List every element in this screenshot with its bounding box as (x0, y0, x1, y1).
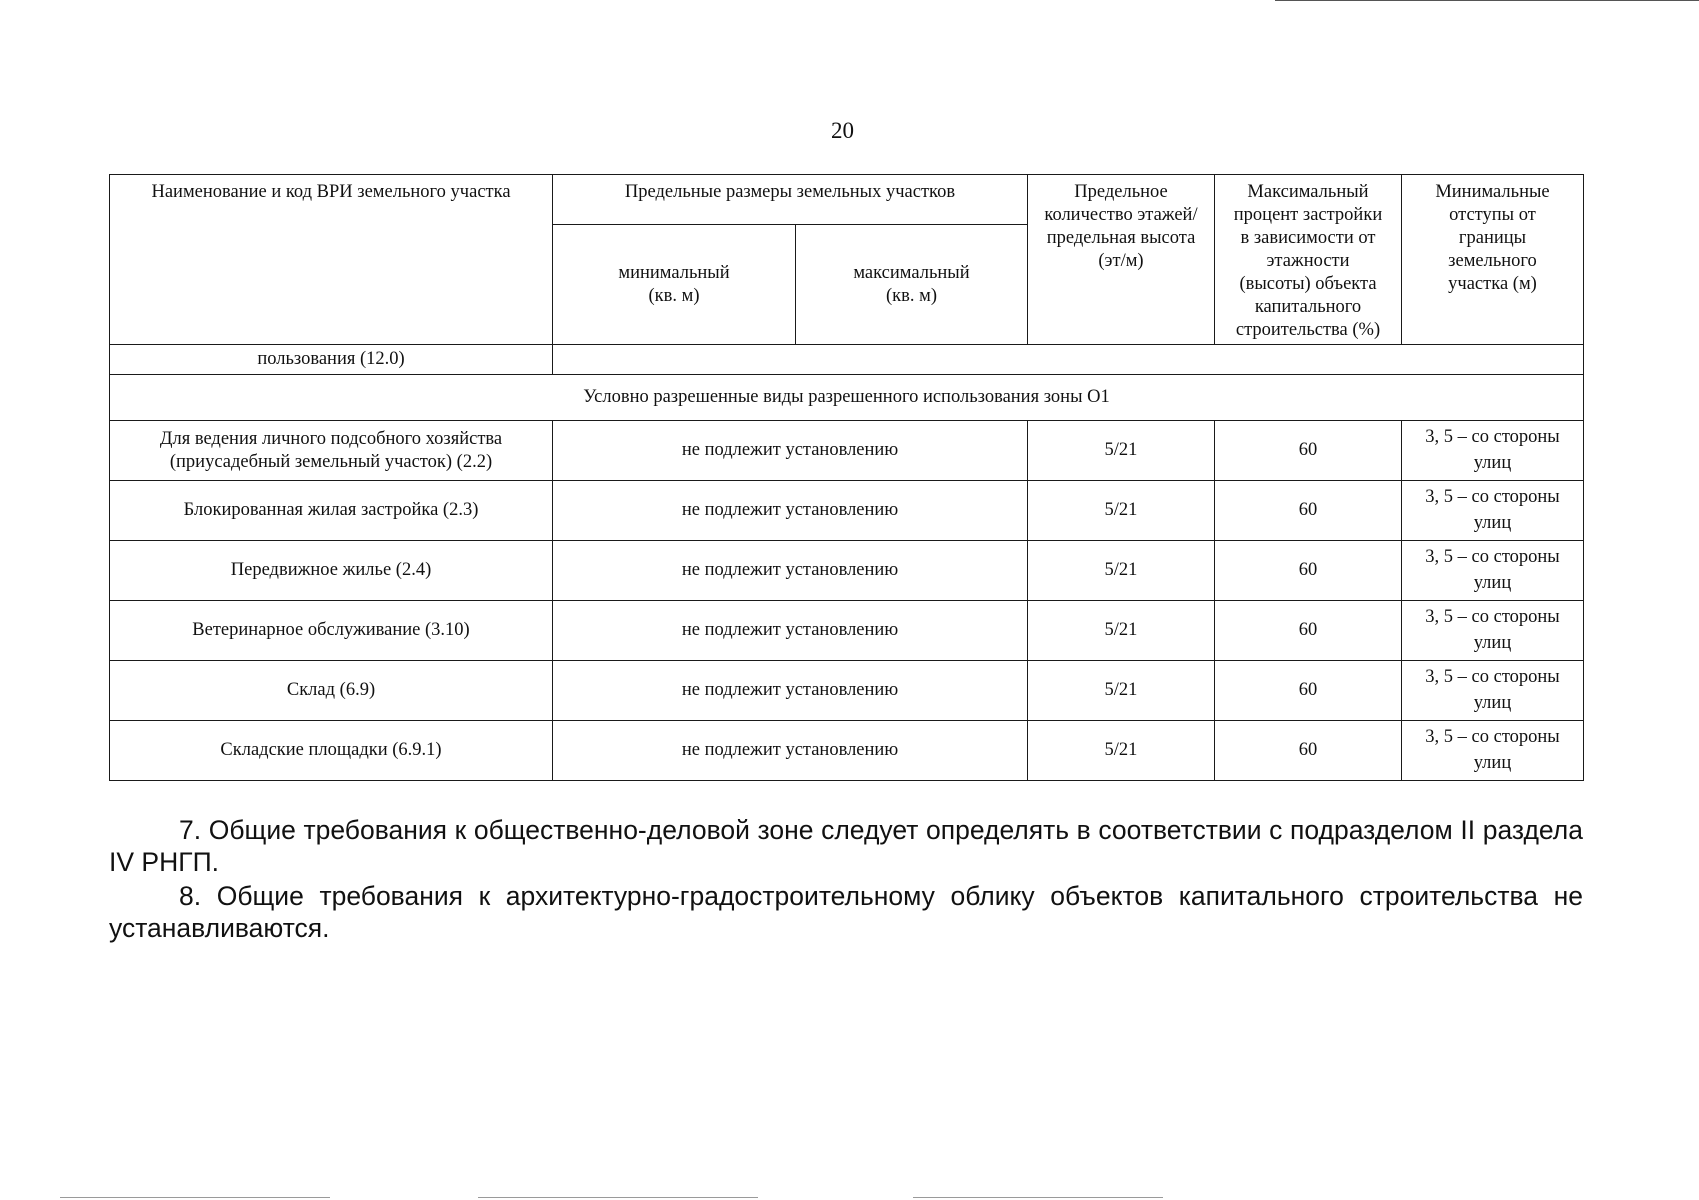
setback-cell: 3, 5 – со стороны улиц (1402, 721, 1584, 781)
coverage-cell: 60 (1215, 481, 1402, 541)
continuation-empty-cell (553, 345, 1584, 375)
sizes-cell: не подлежит установлению (553, 601, 1028, 661)
table-row (110, 601, 1584, 661)
setback-cell: 3, 5 – со стороны улиц (1402, 421, 1584, 481)
setback-cell: 3, 5 – со стороны улиц (1402, 481, 1584, 541)
coverage-cell: 60 (1215, 661, 1402, 721)
scan-edge-line (60, 1197, 330, 1198)
section-row (110, 375, 1584, 421)
table-row (110, 661, 1584, 721)
page-number: 20 (831, 118, 854, 143)
scan-edge-line (1275, 0, 1699, 1)
coverage-cell: 60 (1215, 421, 1402, 481)
floors-cell: 5/21 (1028, 721, 1215, 781)
table-row (110, 541, 1584, 601)
sizes-cell: не подлежит установлению (553, 421, 1028, 481)
coverage-cell: 60 (1215, 721, 1402, 781)
section-title: Условно разрешенные виды разрешенного использования зоны О1 (110, 375, 1584, 421)
coverage-cell: 60 (1215, 541, 1402, 601)
table-row (110, 421, 1584, 481)
setback-cell: 3, 5 – со стороны улиц (1402, 541, 1584, 601)
floors-cell: 5/21 (1028, 421, 1215, 481)
sizes-cell: не подлежит установлению (553, 541, 1028, 601)
sizes-cell: не подлежит установлению (553, 721, 1028, 781)
paragraph-8: 8. Общие требования к архитектурно-градостроительному облику объектов капитального строительства не устанавливаются. (109, 881, 1583, 943)
use-name-cell: Склад (6.9) (110, 661, 553, 721)
header-max-size-column: максимальный (кв. м) (796, 225, 1028, 345)
use-name-cell: Ветеринарное обслуживание (3.10) (110, 601, 553, 661)
coverage-cell: 60 (1215, 601, 1402, 661)
use-name-cell: Для ведения личного подсобного хозяйства (приусадебный земельный участок) (2.2) (110, 421, 553, 481)
header-name-column: Наименование и код ВРИ земельного участка (110, 175, 553, 345)
setback-cell: 3, 5 – со стороны улиц (1402, 601, 1584, 661)
floors-cell: 5/21 (1028, 481, 1215, 541)
sizes-cell: не подлежит установлению (553, 661, 1028, 721)
table-row (110, 481, 1584, 541)
use-name-cell: Передвижное жилье (2.4) (110, 541, 553, 601)
body-text (109, 814, 1583, 944)
continuation-row (110, 345, 1584, 375)
scan-edge-line (478, 1197, 758, 1198)
paragraph-7: 7. Общие требования к общественно-деловой зоне следует определять в соответствии с подразделом II раздела IV РНГП. (109, 815, 1583, 877)
floors-cell: 5/21 (1028, 541, 1215, 601)
header-min-size-column: минимальный (кв. м) (553, 225, 796, 345)
setback-cell: 3, 5 – со стороны улиц (1402, 661, 1584, 721)
header-floors-column: Предельное количество этажей/ предельная высота (эт/м) (1028, 175, 1215, 345)
scan-edge-line (913, 1197, 1163, 1198)
continuation-name-cell: пользования (12.0) (110, 345, 553, 375)
use-name-cell: Складские площадки (6.9.1) (110, 721, 553, 781)
header-coverage-column: Максимальный процент застройки в зависимости от этажности (высоты) объекта капитального строительства (%) (1215, 175, 1402, 345)
zone-regulations-table (109, 174, 1584, 781)
header-setback-column: Минимальные отступы от границы земельного участка (м) (1402, 175, 1584, 345)
header-sizes-group: Предельные размеры земельных участков (553, 175, 1028, 225)
table-row (110, 721, 1584, 781)
sizes-cell: не подлежит установлению (553, 481, 1028, 541)
use-name-cell: Блокированная жилая застройка (2.3) (110, 481, 553, 541)
floors-cell: 5/21 (1028, 661, 1215, 721)
floors-cell: 5/21 (1028, 601, 1215, 661)
